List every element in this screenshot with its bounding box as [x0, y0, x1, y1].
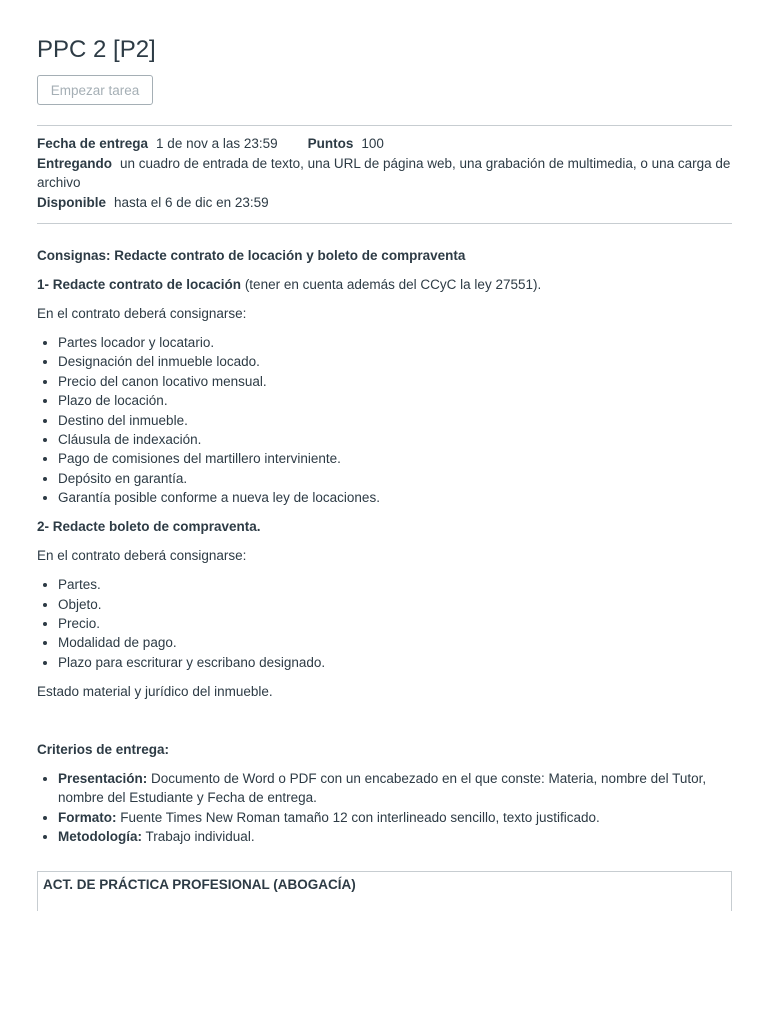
submitting-row [37, 154, 732, 193]
page-title: PPC 2 [P2] [37, 36, 156, 63]
list-item: • Garantía posible conforme a nueva ley de locaciones. [58, 488, 732, 507]
available-row [37, 193, 732, 213]
available-label: Disponible [37, 194, 107, 210]
section2-title: 2- Redacte boleto de compraventa. [37, 519, 261, 535]
list-item: • Objeto. [58, 595, 732, 614]
section1-intro: En el contrato deberá consignarse: [37, 306, 247, 321]
criteria-text: Documento de Word o PDF con un encabezado en el que conste: Materia, nombre del Tutor, nombre del Estudiante y Fecha de entrega. [58, 770, 707, 806]
list-item: • Precio del canon locativo mensual. [58, 372, 732, 391]
criteria-heading: Criterios de entrega: [37, 741, 170, 757]
criteria-text: Fuente Times New Roman tamaño 12 con interlineado sencillo, texto justificado. [116, 809, 600, 825]
list-item [58, 808, 732, 827]
divider [37, 125, 732, 126]
assignment-details [37, 134, 732, 212]
points-value: 100 [361, 136, 384, 151]
list-item [58, 827, 732, 846]
rubric-table [37, 871, 732, 911]
divider [37, 223, 732, 224]
criteria-label: Metodología: [58, 828, 142, 844]
due-value: 1 de nov a las 23:59 [156, 136, 278, 151]
criteria-label: Formato: [58, 809, 117, 825]
list-item: • Precio. [58, 614, 732, 633]
list-item: • Plazo para escriturar y escribano designado. [58, 653, 732, 672]
section1-title: 1- Redacte contrato de locación [37, 277, 242, 292]
assignment-description [37, 246, 732, 856]
list-item: • Plazo de locación. [58, 391, 732, 410]
instructions-heading: Consignas: Redacte contrato de locación y boleto de compraventa [37, 248, 466, 263]
list-item: • Modalidad de pago. [58, 633, 732, 652]
section2-outro: Estado material y jurídico del inmueble. [37, 683, 273, 699]
due-row [37, 134, 732, 154]
criteria-label: Presentación: [58, 770, 148, 786]
list-item: • Partes locador y locatario. [58, 333, 732, 352]
list-item: • Destino del inmueble. [58, 411, 732, 430]
due-label: Fecha de entrega [37, 136, 149, 151]
list-item: • Partes. [58, 575, 732, 594]
list-item: • Designación del inmueble locado. [58, 352, 732, 371]
list-item [58, 769, 732, 808]
criteria-list [37, 769, 732, 847]
section1-list [37, 333, 732, 508]
list-item: • Cláusula de indexación. [58, 430, 732, 449]
section2-intro: En el contrato deberá consignarse: [37, 548, 247, 564]
criteria-text: Trabajo individual. [142, 828, 255, 844]
list-item: • Pago de comisiones del martillero interviniente. [58, 449, 732, 468]
list-item: • Depósito en garantía. [58, 469, 732, 488]
available-value: hasta el 6 de dic en 23:59 [114, 194, 269, 210]
points-label: Puntos [307, 136, 354, 151]
rubric-title: ACT. DE PRÁCTICA PROFESIONAL (ABOGACÍA) [43, 877, 356, 892]
start-assignment-button[interactable]: Empezar tarea [37, 75, 153, 105]
submitting-value: un cuadro de entrada de texto, una URL de página web, una grabación de multimedia, o una carga de archivo [37, 155, 731, 190]
submitting-label: Entregando [37, 155, 113, 171]
section1-note: (tener en cuenta además del CCyC la ley 27551). [241, 277, 542, 292]
section2-list [37, 575, 732, 672]
